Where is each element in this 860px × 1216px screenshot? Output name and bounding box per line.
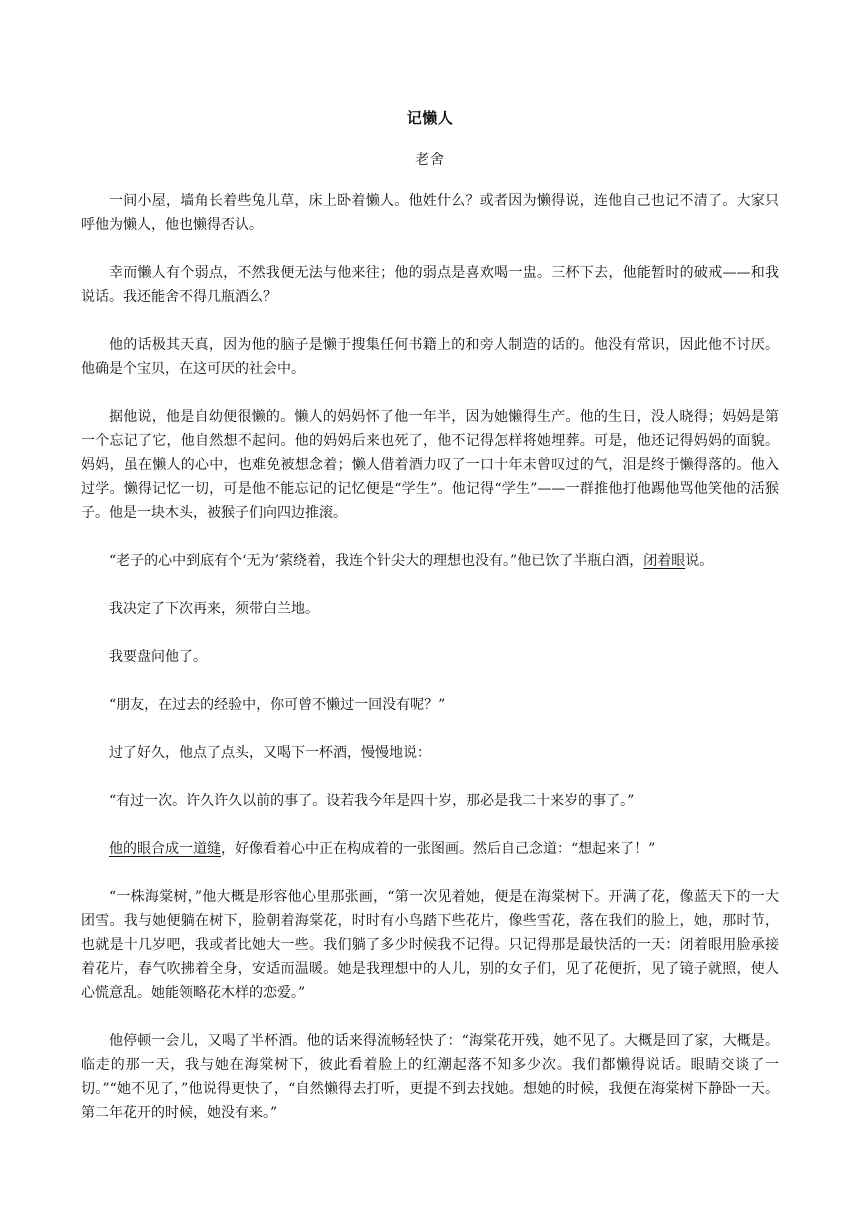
paragraph-text: “朋友，在过去的经验中，你可曾不懒过一回没有呢？” xyxy=(109,697,446,713)
paragraph-text: 他的话极其天真，因为他的脑子是懒于搜集任何书籍上的和旁人制造的话的。他没有常识，因此他不讨厌。他确是个宝贝，在这可厌的社会中。 xyxy=(81,337,779,377)
underlined-phrase: 闭着眼 xyxy=(643,553,686,569)
document-body xyxy=(81,189,779,1149)
body-paragraph xyxy=(81,189,779,237)
paragraph-text: 他停顿一会儿，又喝了半杯酒。他的话来得流畅轻快了：“海棠花开残，她不见了。大概是回了家，大概是。临走的那一天，我与她在海棠树下，彼此看着脸上的红潮起落不知多少次。我们都懒得说话。眼睛交谈了一切。”“她不见了，”他说得更快了，“自然懒得去打听，更提不到去找她。想她的时候，我便在海棠树下静卧一天。第二年花开的时候，她没有来。” xyxy=(81,1033,779,1121)
body-paragraph xyxy=(81,741,779,765)
paragraph-text: 我要盘问他了。 xyxy=(109,649,207,665)
document-author: 老舍 xyxy=(415,152,445,168)
body-paragraph xyxy=(81,645,779,669)
paragraph-text: 据他说，他是自幼便很懒的。懒人的妈妈怀了他一年半，因为她懒得生产。他的生日，没人晓得；妈妈是第一个忘记了它，他自然想不起问。他的妈妈后来也死了，他不记得怎样将她埋葬。可是，他还记得妈妈的面貌。妈妈，虽在懒人的心中，也难免被想念着；懒人借着酒力叹了一口十年未曾叹过的气，泪是终于懒得落的。他入过学。懒得记忆一切，可是他不能忘记的记忆便是“学生”。他记得“学生”——一群推他打他踢他骂他笑他的活猴子。他是一块木头，被猴子们向四边推滚。 xyxy=(81,409,779,521)
paragraph-text: “一株海棠树，”他大概是形容他心里那张画，“第一次见着她，便是在海棠树下。开满了花，像蓝天下的一大团雪。我与她便躺在树下，脸朝着海棠花，时时有小鸟踏下些花片，像些雪花，落在我们的脸上，她，那时节，也就是十几岁吧，我或者比她大一些。我们躺了多少时候我不记得。只记得那是最快活的一天：闭着眼用脸承接着花片，春气吹拂着全身，安适而温暖。她是我理想中的人儿，别的女子们，见了花便折，见了镜子就照，使人心慌意乱。她能领略花木样的恋爱。” xyxy=(81,889,779,1001)
body-paragraph xyxy=(81,885,779,1005)
body-paragraph xyxy=(81,1029,779,1125)
body-paragraph xyxy=(81,837,779,861)
body-paragraph xyxy=(81,693,779,717)
body-paragraph xyxy=(81,405,779,525)
paragraph-text: 一间小屋，墙角长着些兔儿草，床上卧着懒人。他姓什么？或者因为懒得说，连他自己也记不清了。大家只呼他为懒人，他也懒得否认。 xyxy=(81,193,779,233)
paragraph-text: “老子的心中到底有个‘无为’萦绕着，我连个针尖大的理想也没有。”他已饮了半瓶白酒， xyxy=(109,553,644,569)
body-paragraph xyxy=(81,333,779,381)
paragraph-text: 说。 xyxy=(685,553,714,569)
paragraph-text: 过了好久，他点了点头，又喝下一杯酒，慢慢地说： xyxy=(109,745,431,761)
paragraph-text: 我决定了下次再来，须带白兰地。 xyxy=(109,601,319,617)
underlined-phrase: 他的眼合成一道缝 xyxy=(109,841,221,857)
paragraph-text: ，好像看着心中正在构成着的一张图画。然后自己念道：“想起来了！” xyxy=(221,841,656,857)
document-title: 记懒人 xyxy=(406,109,454,127)
body-paragraph xyxy=(81,597,779,621)
body-paragraph xyxy=(81,789,779,813)
paragraph-text: 幸而懒人有个弱点，不然我便无法与他来往；他的弱点是喜欢喝一盅。三杯下去，他能暂时的破戒——和我说话。我还能舍不得几瓶酒么？ xyxy=(81,265,779,305)
paragraph-text: “有过一次。许久许久以前的事了。设若我今年是四十岁，那必是我二十来岁的事了。” xyxy=(109,793,635,809)
body-paragraph xyxy=(81,261,779,309)
body-paragraph xyxy=(81,549,779,573)
